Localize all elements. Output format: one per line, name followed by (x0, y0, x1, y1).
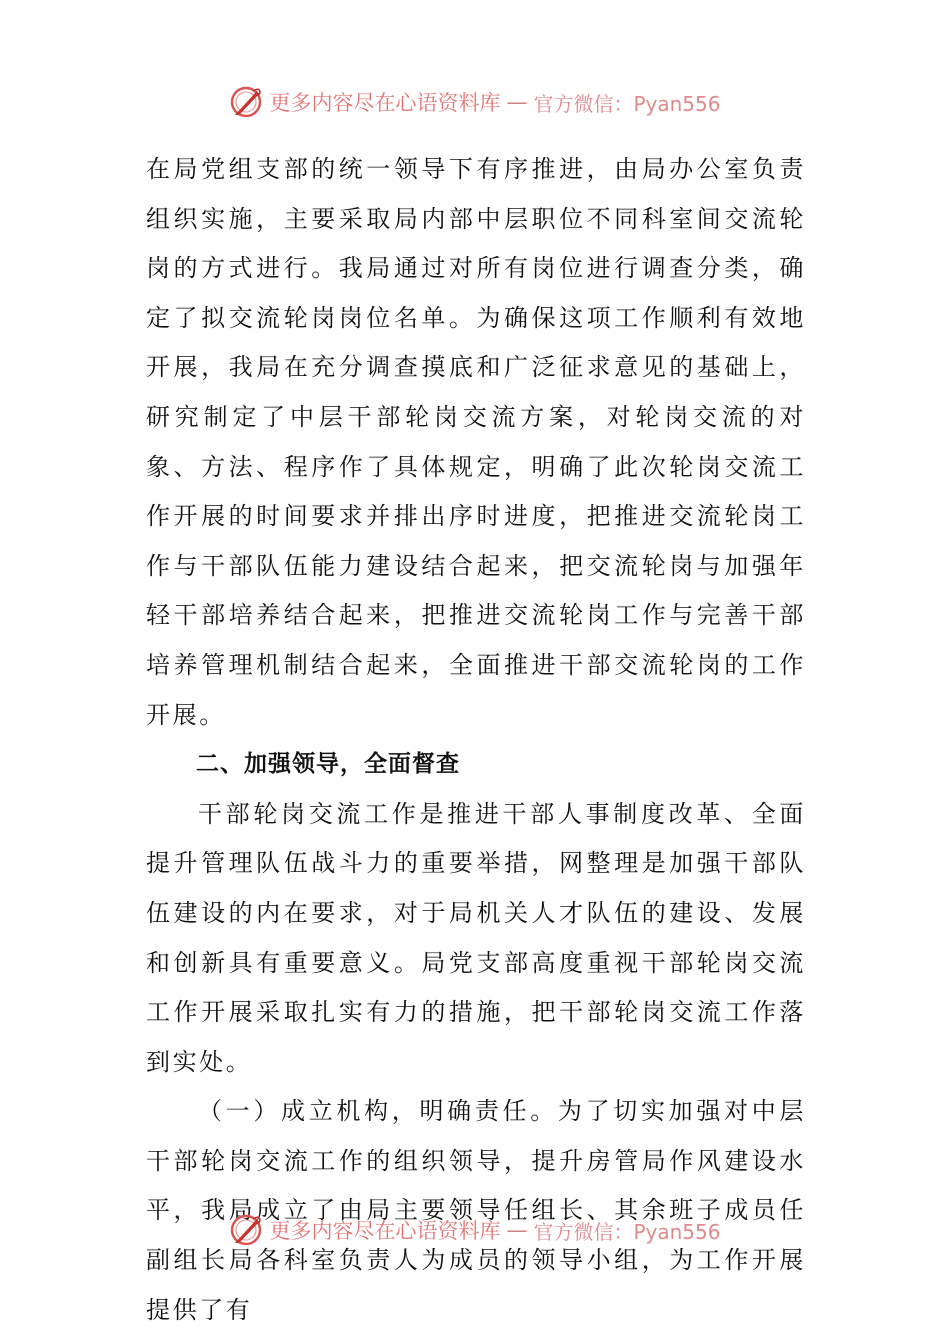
footer-watermark (0, 1210, 950, 1250)
watermark-dash: — (506, 1218, 528, 1242)
watermark-dash: — (506, 90, 528, 114)
watermark-wechat-text: 官方微信：Pyan556 (533, 91, 721, 116)
paragraph-1: 在局党组支部的统一领导下有序推进，由局办公室负责组织实施，主要采取局内部中层职位不同科室间交流轮岗的方式进行。我局通过对所有岗位进行调查分类，确定了拟交流轮岗岗位名单。为确保这项工作顺利有效地开展，我局在充分调查摸底和广泛征求意见的基础上，研究制定了中层干部轮岗交流方案，对轮岗交流的对象、方法、程序作了具体规定，明确了此次轮岗交流工作开展的时间要求并排出序时进度，把推进交流轮岗工作与干部队伍能力建设结合起来，把交流轮岗与加强年轻干部培养结合起来，把推进交流轮岗工作与完善干部培养管理机制结合起来，全面推进干部交流轮岗的工作开展。 (146, 155, 806, 729)
quill-seal-icon (229, 1213, 263, 1247)
paragraph-2: 干部轮岗交流工作是推进干部人事制度改革、全面提升管理队伍战斗力的重要举措，网整理是加强干部队伍建设的内在要求，对于局机关人才队伍的建设、发展和创新具有重要意义。局党支部高度重视干部轮岗交流工作开展采取扎实有力的措施，把干部轮岗交流工作落到实处。 (146, 799, 806, 1076)
document-body (146, 145, 806, 1335)
watermark-main-text: 更多内容尽在心语资料库 (269, 1219, 501, 1243)
quill-seal-icon (229, 85, 263, 119)
section-heading: 二、加强领导，全面督查 (196, 751, 460, 778)
header-watermark (0, 82, 950, 122)
watermark-wechat-text: 官方微信：Pyan556 (533, 1219, 721, 1244)
watermark-main-text: 更多内容尽在心语资料库 (269, 91, 501, 115)
paragraph-3: （一）成立机构，明确责任。为了切实加强对中层干部轮岗交流工作的组织领导，提升房管局作风建设水平，我局成立了由局主要领导任组长、其余班子成员任副组长局各科室负责人为成员的领导小组，为工作开展提供了有 (146, 1097, 806, 1324)
